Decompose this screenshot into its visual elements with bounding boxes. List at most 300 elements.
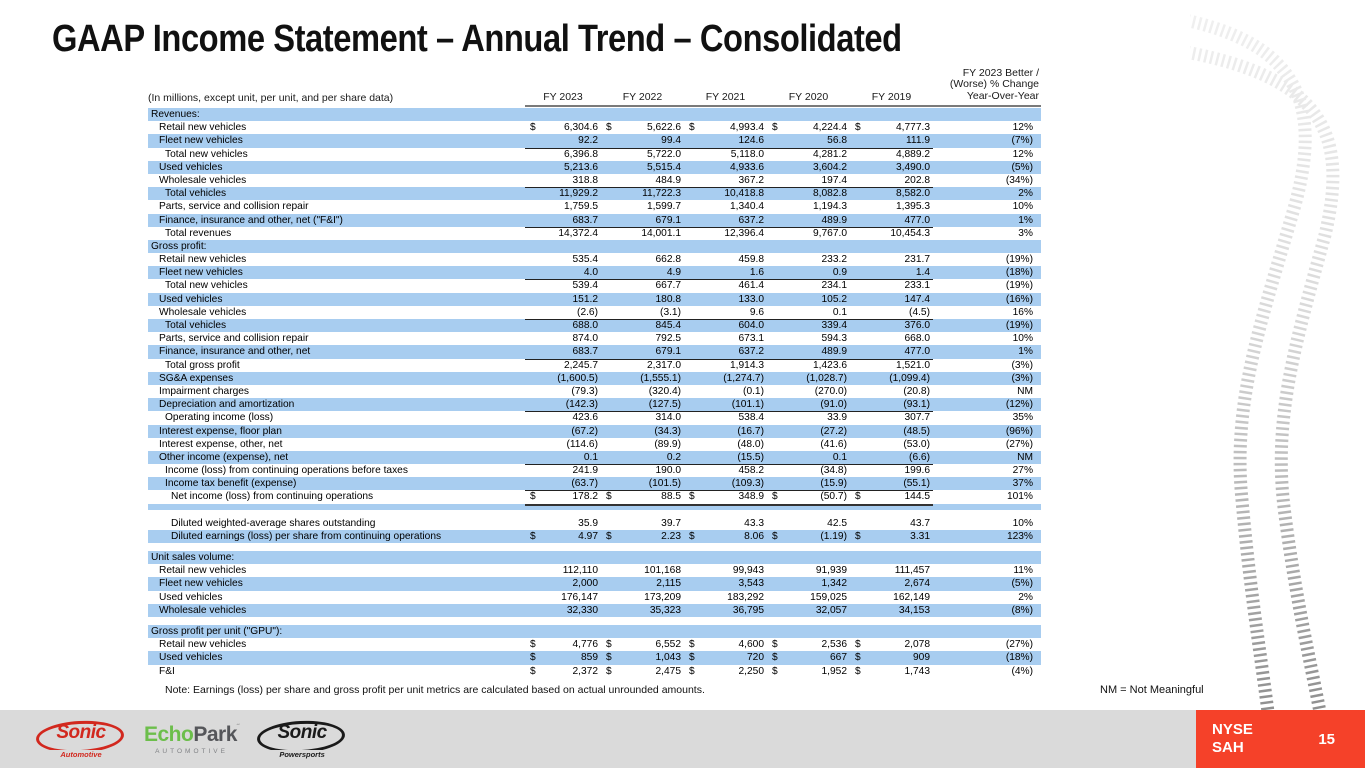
row-label: Retail new vehicles [159, 639, 247, 651]
cell-value: (1,600.5) [557, 372, 598, 384]
cell-value: 314.0 [655, 412, 681, 424]
cell-value: (67.2) [571, 425, 598, 437]
cell-fy2019 [850, 398, 933, 412]
cell-fy2022 [601, 187, 684, 200]
cell-value: 4,281.2 [813, 148, 847, 160]
cell-fy2020 [767, 530, 850, 543]
cell-fy2019 [850, 665, 933, 678]
cell-value: 34,153 [898, 604, 930, 616]
footer-bar [0, 710, 1365, 768]
cell-value: 1,599.7 [647, 201, 681, 213]
cell-value: (101.1) [731, 399, 764, 411]
cell-fy2021 [684, 398, 767, 412]
cell-fy2020 [767, 200, 850, 213]
cell-fy2019 [850, 214, 933, 228]
cell-value: 176,147 [561, 591, 598, 603]
cell-fy2022 [601, 253, 684, 266]
cell-fy2021 [684, 187, 767, 200]
cell-fy2020 [767, 266, 850, 280]
cell-value: 33.9 [827, 412, 847, 424]
cell-fy2023 [525, 398, 601, 412]
cell-fy2023 [525, 161, 601, 174]
cell-change: 27% [1012, 465, 1033, 477]
section-row [148, 625, 1041, 638]
cell-value: (93.1) [903, 399, 930, 411]
cell-fy2021 [684, 121, 767, 134]
cell-value: 99,943 [732, 565, 764, 577]
cell-value: (1.19) [820, 530, 847, 542]
row-label: Parts, service and collision repair [159, 201, 309, 213]
cell-value: 1,423.6 [813, 359, 847, 371]
cell-fy2019 [850, 332, 933, 345]
cell-change: 11% [1013, 565, 1033, 577]
col-header-fy2022: FY 2022 [601, 62, 684, 107]
dollar-sign: $ [606, 665, 612, 677]
cell-value: 1,342 [821, 578, 847, 590]
cell-value: (2.6) [577, 306, 598, 318]
cell-fy2022 [601, 477, 684, 491]
cell-value: 0.1 [832, 306, 847, 318]
cell-fy2022 [601, 319, 684, 332]
cell-value: 2,250 [738, 665, 764, 677]
spacer-row [148, 617, 1041, 625]
cell-value: 1,743 [904, 665, 930, 677]
row-label: Used vehicles [159, 652, 223, 664]
cell-fy2019 [850, 200, 933, 213]
table-row [148, 385, 1041, 398]
row-label: Finance, insurance and other, net ("F&I") [159, 214, 343, 226]
cell-fy2022 [601, 306, 684, 320]
cell-fy2020 [767, 174, 850, 188]
cell-fy2019 [850, 385, 933, 398]
dollar-sign: $ [530, 530, 536, 542]
cell-fy2021 [684, 319, 767, 332]
cell-value: 111.9 [906, 135, 930, 147]
cell-change: (12%) [1005, 399, 1033, 411]
cell-fy2019 [850, 134, 933, 148]
col-header-change: FY 2023 Better / (Worse) % Change Year-Over-Year [933, 62, 1041, 107]
cell-fy2020 [767, 490, 850, 505]
cell-fy2019 [850, 372, 933, 385]
dollar-sign: $ [855, 491, 861, 503]
cell-change: (4%) [1011, 665, 1033, 677]
cell-value: 43.7 [910, 517, 930, 529]
dollar-sign: $ [606, 639, 612, 651]
table-body [148, 108, 1041, 678]
cell-value: 367.2 [738, 174, 764, 186]
cell-fy2019 [850, 411, 933, 424]
cell-fy2023 [525, 591, 601, 604]
cell-fy2021 [684, 372, 767, 385]
cell-value: 423.6 [572, 412, 598, 424]
cell-value: 2,245.7 [564, 359, 598, 371]
cell-fy2023 [525, 385, 601, 398]
cell-value: 1,521.0 [896, 359, 930, 371]
cell-fy2021 [684, 517, 767, 530]
logo-strip [0, 719, 349, 759]
cell-value: (50.7) [820, 491, 847, 503]
table-row [148, 425, 1041, 438]
cell-fy2022 [601, 591, 684, 604]
cell-fy2021 [684, 266, 767, 280]
cell-value: 2.23 [661, 530, 681, 542]
table-row [148, 279, 1041, 292]
cell-value: 99.4 [661, 135, 681, 147]
cell-fy2022 [601, 638, 684, 651]
cell-fy2023 [525, 148, 601, 161]
cell-fy2023 [525, 279, 601, 292]
cell-fy2020 [767, 161, 850, 174]
cell-fy2019 [850, 591, 933, 604]
cell-fy2022 [601, 227, 684, 240]
cell-change: 3% [1018, 227, 1033, 239]
cell-fy2021 [684, 425, 767, 438]
cell-value: 197.4 [821, 174, 847, 186]
dollar-sign: $ [855, 665, 861, 677]
cell-value: 1.4 [915, 267, 930, 279]
row-label: Total new vehicles [165, 148, 248, 160]
cell-value: (0.1) [743, 385, 764, 397]
cell-value: 2,372 [572, 665, 598, 677]
cell-fy2022 [601, 359, 684, 372]
cell-value: 1,340.4 [730, 201, 764, 213]
cell-value: 845.4 [655, 320, 681, 331]
cell-fy2021 [684, 477, 767, 491]
cell-change: (19%) [1005, 280, 1033, 292]
cell-change: 35% [1012, 412, 1033, 424]
section-label: Unit sales volume: [151, 552, 235, 563]
cell-value: 461.4 [738, 280, 764, 292]
cell-fy2021 [684, 161, 767, 174]
section-row [148, 551, 1041, 564]
table-header-row [148, 62, 1041, 107]
cell-value: 5,118.0 [730, 148, 764, 160]
table-row [148, 266, 1041, 279]
cell-value: 489.9 [821, 346, 847, 358]
ticker-badge [1196, 710, 1365, 768]
cell-value: 233.1 [904, 280, 930, 292]
cell-fy2020 [767, 651, 850, 664]
cell-change: NM [1017, 385, 1033, 397]
cell-change: (3%) [1011, 372, 1033, 384]
cell-fy2021 [684, 385, 767, 398]
table-row [148, 332, 1041, 345]
cell-value: 1,395.3 [896, 201, 930, 213]
cell-fy2021 [684, 464, 767, 477]
spacer-row [148, 543, 1041, 551]
table-row [148, 530, 1041, 543]
cell-change: (5%) [1011, 161, 1033, 173]
cell-value: 679.1 [655, 346, 681, 358]
cell-value: (63.7) [571, 478, 598, 490]
section-label: Revenues: [151, 109, 200, 120]
cell-fy2020 [767, 564, 850, 577]
cell-fy2020 [767, 253, 850, 266]
cell-fy2021 [684, 638, 767, 651]
cell-change: 1% [1018, 214, 1033, 226]
cell-value: 101,168 [644, 565, 681, 577]
cell-fy2023 [525, 266, 601, 280]
cell-fy2021 [684, 591, 767, 604]
cell-fy2023 [525, 293, 601, 306]
cell-fy2019 [850, 359, 933, 372]
cell-fy2022 [601, 438, 684, 451]
cell-value: (1,099.4) [889, 372, 930, 384]
cell-value: 92.2 [578, 135, 598, 147]
table-row [148, 490, 1041, 503]
dollar-sign: $ [606, 122, 612, 134]
cell-fy2020 [767, 438, 850, 451]
cell-fy2019 [850, 517, 933, 530]
cell-change: 10% [1012, 517, 1033, 529]
dollar-sign: $ [772, 652, 778, 664]
cell-value: 2,475 [655, 665, 681, 677]
cell-change: 1% [1018, 346, 1033, 358]
cell-value: 111,457 [894, 565, 930, 577]
cell-value: 1,914.3 [730, 359, 764, 371]
cell-value: 159,025 [810, 591, 847, 603]
cell-value: 2,674 [904, 578, 930, 590]
dollar-sign: $ [530, 639, 536, 651]
dollar-sign: $ [689, 491, 695, 503]
cell-fy2023 [525, 530, 601, 543]
nm-legend: NM = Not Meaningful [1100, 684, 1204, 696]
cell-fy2022 [601, 266, 684, 280]
row-label: Finance, insurance and other, net [159, 346, 311, 358]
cell-value: (1,555.1) [640, 372, 681, 384]
cell-value: (6.6) [909, 451, 930, 463]
cell-value: 4,993.4 [730, 122, 764, 134]
dollar-sign: $ [772, 122, 778, 134]
cell-fy2023 [525, 477, 601, 491]
income-statement-table [148, 62, 1041, 678]
cell-fy2019 [850, 638, 933, 651]
cell-fy2022 [601, 398, 684, 412]
cell-value: 539.4 [572, 280, 598, 292]
spacer-row [148, 510, 1041, 517]
cell-change: 37% [1012, 478, 1033, 490]
row-label: Retail new vehicles [159, 565, 247, 577]
cell-fy2020 [767, 227, 850, 240]
cell-fy2019 [850, 451, 933, 465]
row-label: Total revenues [165, 227, 232, 239]
cell-value: 42.5 [827, 517, 847, 529]
cell-value: 874.0 [572, 333, 598, 345]
cell-value: 124.6 [738, 135, 764, 147]
cell-fy2020 [767, 148, 850, 161]
dollar-sign: $ [530, 652, 536, 664]
cell-value: 241.9 [572, 465, 598, 477]
cell-fy2022 [601, 279, 684, 292]
dollar-sign: $ [772, 665, 778, 677]
row-label: Interest expense, other, net [159, 438, 283, 450]
cell-value: 720 [747, 652, 764, 664]
cell-value: 6,396.8 [564, 148, 598, 160]
cell-value: 12,396.4 [724, 227, 764, 239]
cell-fy2021 [684, 490, 767, 505]
cell-fy2019 [850, 577, 933, 590]
cell-value: 147.4 [904, 293, 930, 305]
cell-fy2020 [767, 665, 850, 678]
dollar-sign: $ [530, 491, 536, 503]
cell-value: 233.2 [821, 254, 847, 266]
cell-fy2023 [525, 451, 601, 465]
cell-fy2023 [525, 332, 601, 345]
cell-fy2019 [850, 187, 933, 200]
cell-change: 10% [1012, 333, 1033, 345]
cell-value: 3,604.2 [813, 161, 847, 173]
dollar-sign: $ [689, 122, 695, 134]
cell-change: (27%) [1005, 438, 1033, 450]
cell-value: 35,323 [649, 604, 681, 616]
cell-value: 4,600 [738, 639, 764, 651]
cell-fy2019 [850, 227, 933, 240]
cell-fy2019 [850, 604, 933, 617]
cell-fy2022 [601, 332, 684, 345]
cell-change: (19%) [1005, 320, 1033, 331]
cell-fy2023 [525, 306, 601, 320]
cell-fy2021 [684, 651, 767, 664]
cell-fy2020 [767, 591, 850, 604]
cell-value: 667 [830, 652, 847, 664]
cell-value: 604.0 [738, 320, 764, 331]
cell-value: 859 [581, 652, 598, 664]
cell-fy2020 [767, 134, 850, 148]
cell-value: 56.8 [827, 135, 847, 147]
cell-change: (8%) [1011, 604, 1033, 616]
row-label: Total gross profit [165, 359, 240, 371]
cell-value: 144.5 [904, 491, 930, 503]
row-label: Other income (expense), net [159, 451, 289, 463]
cell-value: 1,952 [821, 665, 847, 677]
cell-fy2023 [525, 187, 601, 200]
table-row [148, 372, 1041, 385]
cell-fy2023 [525, 425, 601, 438]
cell-fy2023 [525, 651, 601, 664]
cell-value: 91,939 [815, 565, 847, 577]
dollar-sign: $ [855, 122, 861, 134]
cell-fy2022 [601, 564, 684, 577]
cell-value: 10,418.8 [724, 188, 764, 200]
cell-fy2023 [525, 345, 601, 359]
cell-fy2020 [767, 477, 850, 491]
cell-value: (15.9) [820, 478, 847, 490]
cell-value: 180.8 [655, 293, 681, 305]
cell-value: (53.0) [903, 438, 930, 450]
cell-value: (15.5) [737, 451, 764, 463]
table-row [148, 451, 1041, 464]
cell-value: 4.9 [666, 267, 681, 279]
cell-value: 4,224.4 [813, 122, 847, 134]
ticker-symbol: SAH [1212, 739, 1244, 756]
cell-fy2020 [767, 464, 850, 477]
cell-value: (109.3) [731, 478, 764, 490]
cell-value: 318.8 [572, 174, 598, 186]
cell-fy2019 [850, 161, 933, 174]
cell-fy2020 [767, 359, 850, 372]
dollar-sign: $ [772, 639, 778, 651]
cell-value: 2,536 [821, 639, 847, 651]
cell-fy2023 [525, 490, 601, 505]
row-label: Depreciation and amortization [159, 399, 295, 411]
dollar-sign: $ [855, 530, 861, 542]
row-label: SG&A expenses [159, 372, 234, 384]
cell-fy2022 [601, 604, 684, 617]
cell-value: 8,582.0 [896, 188, 930, 200]
row-label: Operating income (loss) [165, 412, 274, 424]
cell-value: 88.5 [661, 491, 681, 503]
table-row [148, 651, 1041, 664]
cell-fy2021 [684, 148, 767, 161]
footnote: Note: Earnings (loss) per share and gross profit per unit metrics are calculated based on actual unrounded amounts. [165, 684, 705, 696]
cell-value: (1,028.7) [806, 372, 847, 384]
table-row [148, 477, 1041, 490]
cell-value: 5,622.6 [647, 122, 681, 134]
cell-fy2021 [684, 604, 767, 617]
cell-fy2019 [850, 266, 933, 280]
cell-value: (142.3) [565, 399, 598, 411]
table-row [148, 134, 1041, 147]
cell-fy2021 [684, 279, 767, 292]
cell-value: 173,209 [644, 591, 681, 603]
table-row [148, 174, 1041, 187]
cell-fy2019 [850, 490, 933, 505]
cell-fy2023 [525, 517, 601, 530]
table-row [148, 319, 1041, 332]
cell-value: 133.0 [738, 293, 764, 305]
cell-fy2019 [850, 293, 933, 306]
row-label: Wholesale vehicles [159, 174, 247, 186]
row-label: Fleet new vehicles [159, 578, 243, 590]
cell-fy2021 [684, 227, 767, 240]
cell-value: 234.1 [821, 280, 847, 292]
cell-change: (34%) [1005, 174, 1033, 186]
exchange-label: NYSE [1212, 721, 1253, 738]
cell-value: 231.7 [904, 254, 930, 266]
cell-value: 1,759.5 [564, 201, 598, 213]
table-row [148, 187, 1041, 200]
cell-value: 3,490.0 [896, 161, 930, 173]
row-label: Income tax benefit (expense) [165, 478, 297, 490]
page-title: GAAP Income Statement – Annual Trend – Consolidated [52, 18, 902, 60]
dollar-sign: $ [855, 652, 861, 664]
cell-fy2020 [767, 319, 850, 332]
cell-fy2020 [767, 121, 850, 134]
cell-value: 32,057 [815, 604, 847, 616]
cell-fy2021 [684, 332, 767, 345]
cell-fy2020 [767, 345, 850, 359]
section-label: Gross profit: [151, 240, 207, 252]
cell-value: 3.31 [910, 530, 930, 542]
cell-value: 792.5 [655, 333, 681, 345]
cell-value: 151.2 [572, 293, 598, 305]
cell-value: 4,889.2 [896, 148, 930, 160]
cell-value: 43.3 [744, 517, 764, 529]
cell-fy2021 [684, 438, 767, 451]
table-row [148, 638, 1041, 651]
table-row [148, 121, 1041, 134]
table-row [148, 214, 1041, 227]
dollar-sign: $ [606, 652, 612, 664]
cell-fy2023 [525, 438, 601, 451]
cell-fy2019 [850, 564, 933, 577]
cell-value: 11,722.3 [642, 188, 681, 200]
cell-value: 339.4 [821, 320, 847, 331]
cell-value: 199.6 [904, 465, 930, 477]
cell-value: 0.9 [832, 267, 847, 279]
cell-fy2021 [684, 530, 767, 543]
page-number: 15 [1318, 730, 1335, 748]
